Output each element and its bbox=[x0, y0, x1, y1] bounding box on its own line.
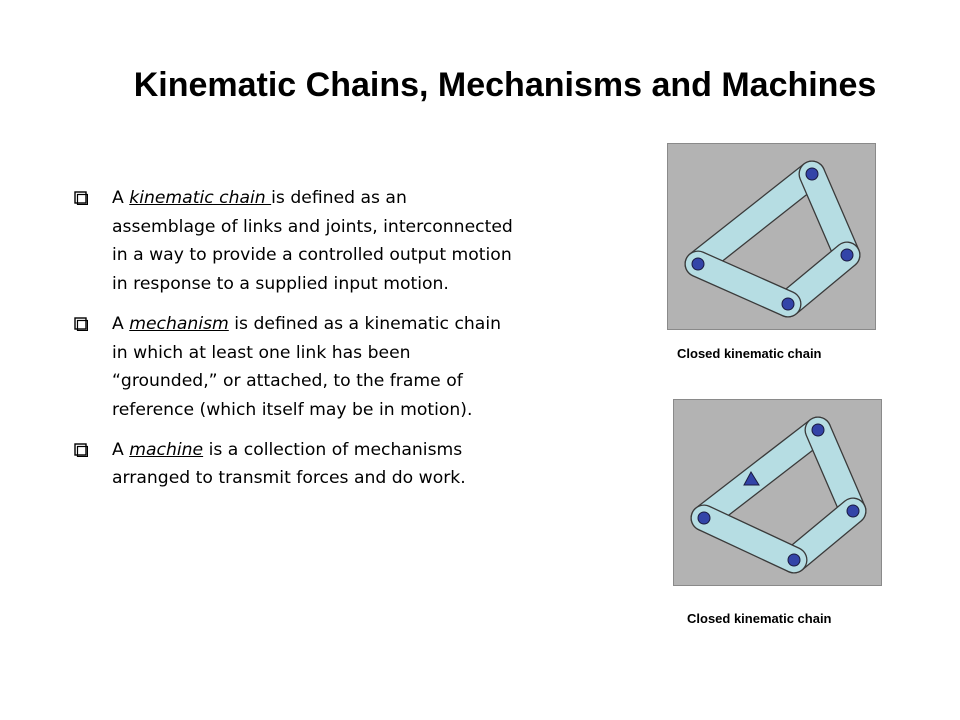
term-machine: machine bbox=[129, 439, 204, 460]
pin-joint-icon bbox=[841, 249, 853, 261]
bullet-prefix: A bbox=[112, 188, 130, 208]
hollow-square-bullet-icon bbox=[74, 443, 88, 457]
pin-joint-icon bbox=[847, 505, 859, 517]
figure-closed-chain-1 bbox=[667, 143, 876, 330]
figure-caption-1: Closed kinematic chain bbox=[677, 346, 822, 361]
pin-joint-icon bbox=[692, 258, 704, 270]
pin-joint-icon bbox=[812, 424, 824, 436]
pin-joint-icon bbox=[782, 298, 794, 310]
bullet-text: is a collection of mechanisms arranged to transmit forces and do work. bbox=[112, 439, 466, 489]
bullet-mechanism bbox=[74, 310, 514, 425]
hollow-square-bullet-icon bbox=[74, 191, 88, 205]
pin-joint-icon bbox=[788, 554, 800, 566]
figure-closed-chain-2 bbox=[673, 399, 882, 586]
hollow-square-bullet-icon bbox=[74, 317, 88, 331]
figure-caption-2: Closed kinematic chain bbox=[687, 611, 832, 626]
pin-joint-icon bbox=[806, 168, 818, 180]
term-kinematic-chain: kinematic chain bbox=[129, 188, 272, 208]
bullet-text: is defined as an assemblage of links and joints, interconnected in a way to provide a controlled output motion in response to a supplied input motion. bbox=[112, 188, 513, 295]
bullet-machine bbox=[74, 436, 514, 493]
pin-joint-icon bbox=[698, 512, 710, 524]
bullet-kinematic-chain bbox=[74, 184, 514, 299]
linkage-diagram bbox=[674, 400, 881, 585]
bullet-text: is defined as a kinematic chain in which at least one link has been “grounded,” or attached, to the frame of reference (which itself may be in motion). bbox=[112, 313, 501, 420]
bullet-prefix: A bbox=[112, 313, 130, 334]
bullet-list bbox=[74, 184, 514, 504]
linkage-diagram bbox=[668, 144, 875, 329]
term-mechanism: mechanism bbox=[129, 313, 229, 334]
slide-title: Kinematic Chains, Mechanisms and Machines bbox=[133, 66, 877, 104]
bullet-prefix: A bbox=[112, 439, 130, 460]
